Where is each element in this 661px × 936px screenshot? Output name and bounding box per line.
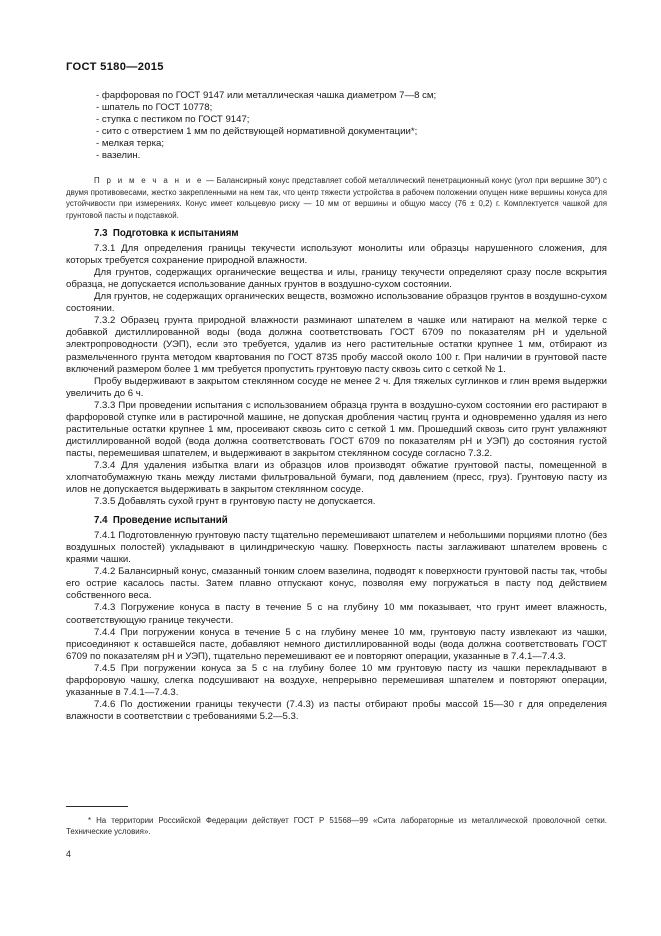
- paragraph-7-3-1: 7.3.1 Для определения границы текучести используют монолиты или образцы нарушенного сложения, для которых требуется сохранение природной влажности.: [66, 243, 607, 267]
- page-header: ГОСТ 5180—2015: [66, 61, 164, 73]
- equipment-list: [66, 90, 607, 161]
- section-title: Проведение испытаний: [112, 515, 228, 527]
- page-number: 4: [66, 849, 71, 859]
- paragraph-7-3-3: 7.3.3 При проведении испытания с использованием образца грунта в воздушно-сухом состоянии его растирают в фарфоровой ступке или в растирочной машине, не допуская дробления частиц грунта и одновременно удаляя из него растительные остатки крупнее 1 мм, просеивают сквозь сито с сеткой 1 мм. Прошедший сквозь сито грунт увлажняют дистиллированной водой (вода должна соответствовать ГОСТ 6709 по показателям рН и УЭП) до состояния густой пасты, перемешивая шпателем, и выдерживают в закрытом стеклянном сосуде согласно 7.3.2.: [66, 399, 607, 459]
- list-item: - сито с отверстием 1 мм по действующей нормативной документации*;: [96, 125, 418, 137]
- footnote-text: * На территории Российской Федерации действует ГОСТ Р 51568—99 «Сита лабораторные из металлической проволочной сетки. Технические условия».: [66, 816, 607, 837]
- paragraph-7-3-4: 7.3.4 Для удаления избытка влаги из образцов илов производят обжатие грунтовой пасты, помещенной в хлопчатобумажную ткань между листами фильтровальной бумаги, под давлением (пресс, груз). Грунтовую пасту из илов не допускается выдерживать в закрытом стеклянном сосуде.: [66, 459, 607, 496]
- paragraph-7-4-1: 7.4.1 Подготовленную грунтовую пасту тщательно перемешивают шпателем и небольшими порциями плотно (без воздушных полостей) укладывают в цилиндрическую чашку. Поверхность пасты заглаживают шпателем вровень с краями чашки.: [66, 530, 607, 566]
- note-label: П р и м е ч а н и е: [94, 176, 204, 186]
- page-content: [66, 90, 607, 723]
- paragraph-organic-soils: Для грунтов, содержащих органические вещества и илы, границу текучести определяют сразу после вскрытия образца, не допускается использование данных грунтов в воздушно-сухом состоянии.: [66, 267, 607, 291]
- paragraph-nonorganic-soils: Для грунтов, не содержащих органических веществ, возможно использование образцов грунтов в воздушно-сухом состоянии.: [66, 291, 607, 315]
- list-item: - ступка с пестиком по ГОСТ 9147;: [96, 113, 250, 125]
- note-block: [66, 175, 607, 221]
- section-number: 7.4: [94, 515, 108, 527]
- paragraph-7-4-4: 7.4.4 При погружении конуса в течение 5 с на глубину менее 10 мм, грунтовую пасту извлекают из чашки, присоединяют к оставшейся пасте, добавляют немного дистиллированной воды (вода должна соответствовать ГОСТ 6709 по показателям рН и УЭП), тщательно перемешивают ее и повторяют операции, указанные в 7.4.1—7.4.3.: [66, 626, 607, 662]
- list-item: - шпатель по ГОСТ 10778;: [96, 101, 213, 113]
- note-dash: —: [203, 176, 217, 186]
- paragraph-sample-hold: Пробу выдерживают в закрытом стеклянном сосуде не менее 2 ч. Для тяжелых суглинков и глин время выдержки увеличить до 6 ч.: [66, 375, 607, 399]
- list-item: - вазелин.: [96, 149, 141, 161]
- section-heading-7-3: [66, 228, 607, 240]
- paragraph-7-3-2: 7.3.2 Образец грунта природной влажности разминают шпателем в чашке или натирают на мелкой терке с добавкой дистиллированной воды (вода должна соответствовать ГОСТ 6709 по показателям рН и удельной электропроводности (УЭП), если это требуется, удалив из него растительные остатки крупнее 1 мм, отбирают из размельченного грунта методом квартования по ГОСТ 8735 пробу массой около 100 г. При наличии в грунтовой пасте включений размером более 1 мм требуется пропустить грунтовую пасту сквозь сито с сеткой № 1.: [66, 315, 607, 375]
- footnote-section: [66, 806, 607, 838]
- list-item: - мелкая терка;: [96, 137, 165, 149]
- paragraph-7-3-5: 7.3.5 Добавлять сухой грунт в грунтовую пасту не допускается.: [94, 496, 376, 508]
- section-heading-7-4: [66, 515, 607, 527]
- section-number: 7.3: [94, 228, 108, 240]
- footnote-separator: [66, 806, 128, 807]
- paragraph-7-4-3: 7.4.3 Погружение конуса в пасту в течение 5 с на глубину 10 мм показывает, что грунт имеет влажность, соответствующую границе текучести.: [66, 602, 607, 626]
- paragraph-7-4-6: 7.4.6 По достижении границы текучести (7.4.3) из пасты отбирают пробы массой 15—30 г для определения влажности в соответствии с требованиями 5.2—5.3.: [66, 698, 607, 722]
- paragraph-7-4-2: 7.4.2 Балансирный конус, смазанный тонким слоем вазелина, подводят к поверхности грунтовой пасты так, чтобы его острие касалось пасты. Затем плавно отпускают конус, позволяя ему погружаться в пасту под действием собственного веса.: [66, 566, 607, 602]
- section-title: Подготовка к испытаниям: [112, 228, 239, 240]
- note-text: Балансирный конус представляет собой металлический пенетрационный конус (угол при вершине 30°) с двумя противовесами, жестко закрепленными на нем так, что центр тяжести устройства в рабочем положении опущен ниже вершины конуса для устойчивости при измерениях. Конус имеет кольцевую риску — 10 мм от вершины и общую массу (76 ± 0,2) г. Комплектуется чашкой для грунтовой пасты и подставкой.: [66, 176, 607, 220]
- list-item: - фарфоровая по ГОСТ 9147 или металлическая чашка диаметром 7—8 см;: [96, 90, 437, 101]
- paragraph-7-4-5: 7.4.5 При погружении конуса за 5 с на глубину более 10 мм грунтовую пасту из чашки перекладывают в фарфоровую чашку, слегка подсушивают на воздухе, непрерывно перемешивая шпателем и повторяют операции, указанные в 7.4.1—7.4.3.: [66, 662, 607, 698]
